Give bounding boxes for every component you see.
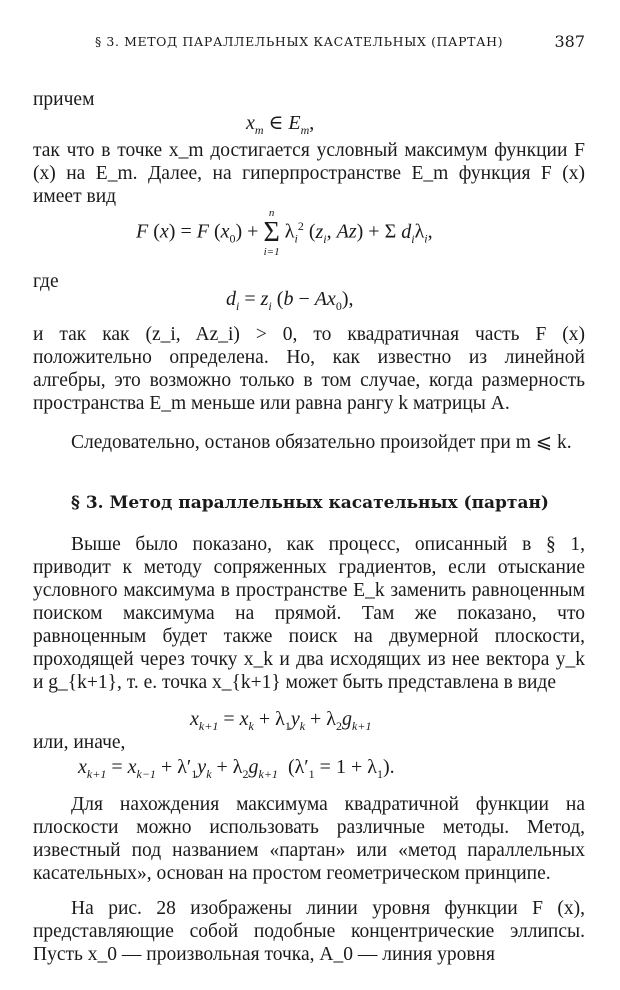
equation-1: $x_m$ ∈ $E_m$, bbox=[246, 112, 315, 137]
section-heading: § 3. Метод параллельных касательных (партан) bbox=[71, 493, 549, 513]
paragraph-1 bbox=[33, 139, 585, 208]
equation-3: $d_i = z_i$ $(b - Ax_0)$, bbox=[226, 288, 354, 313]
lead-text-3 bbox=[33, 731, 585, 754]
equation-5: $x_{k+1} = x_{k-1} + \lambda'_1y_k + \lambda_2g_{k+1}$ $(\lambda'_1 = 1 + \lambda_1)$. bbox=[78, 756, 395, 781]
paragraph-text: Следовательно, останов обязательно произойдет при m ⩽ k. bbox=[71, 432, 572, 453]
text-prichem: причем bbox=[33, 89, 95, 110]
paragraph-2 bbox=[33, 323, 585, 415]
paragraph-text: Выше было показано, как процесс, описанный в § 1, приводит к методу сопряженных градиентов, если отыскание условного максимума в пространстве E_k заменить равноценным поиском максимума на прямой. Там же показано, что равноценным будет также поиск на двумерной плоскости, проходящей через точку x_k и два исходящих из нее вектора y_k и g_{k+1}, т. е. точка x_{k+1} может быть представлена в виде bbox=[33, 534, 585, 693]
equation-2: F (x) = F $(x_0)$ + n Σ i=1 $\lambda_i^2$ ($z_i$, Az) + Σ $d_i\lambda_i$, bbox=[136, 207, 433, 258]
running-title: § 3. МЕТОД ПАРАЛЛЕЛЬНЫХ КАСАТЕЛЬНЫХ (ПАРТАН) bbox=[95, 34, 504, 49]
paragraph-4 bbox=[33, 533, 585, 694]
paragraph-text: и так как (z_i, Az_i) > 0, то квадратичная часть F (x) положительно определена. Но, как известно из линейной алгебры, это возможно только в том случае, когда размерность пространства E_m меньше или равна рангу k матрицы A. bbox=[33, 324, 585, 414]
lead-text-1 bbox=[33, 88, 585, 111]
paragraph-6 bbox=[33, 897, 585, 966]
paragraph-5 bbox=[33, 793, 585, 885]
sum-symbol: n Σ i=1 bbox=[263, 207, 280, 258]
paragraph-text: так что в точке x_m достигается условный максимум функции F (x) на E_m. Далее, на гиперпространстве E_m функция F (x) имеет вид bbox=[33, 140, 585, 207]
paragraph-text: Для нахождения максимума квадратичной функции на плоскости можно использовать различные методы. Метод, известный под названием «партан» или «метод параллельных касательных», основан на простом геометрическом принципе. bbox=[33, 794, 585, 884]
running-header bbox=[95, 34, 585, 49]
paragraph-3 bbox=[33, 431, 585, 454]
paragraph-text: На рис. 28 изображены линии уровня функции F (x), представляющие собой подобные концентрические эллипсы. Пусть x_0 — произвольная точка, A_0 — линия уровня bbox=[33, 898, 585, 965]
page-number: 387 bbox=[554, 32, 585, 51]
text-ili-inache: или, иначе, bbox=[33, 732, 126, 753]
equation-4: $x_{k+1} = x_k + \lambda_1y_k + \lambda_2g_{k+1}$ bbox=[190, 708, 372, 733]
text-gde: где bbox=[33, 271, 59, 292]
